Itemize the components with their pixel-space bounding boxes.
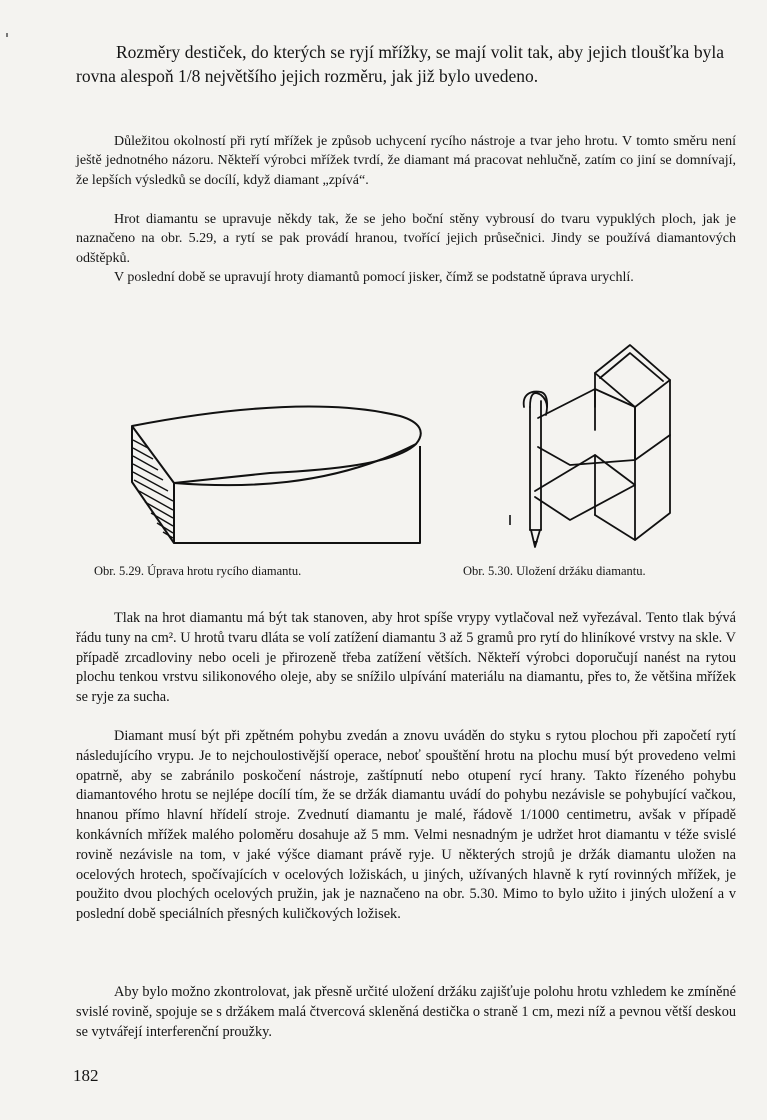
paragraph-interference-check: Aby bylo možno zkontrolovat, jak přesně určité uložení držáku zajišťuje polohu hrotu vzhledem ke zmíněné svislé rovině, spojuje se s držákem malá čtvercová skleněná destička o straně 1 cm, mezi níž a pevnou větší deskou se vytvářejí interferenční proužky. (76, 984, 736, 1040)
paragraph-lifting-motion: Diamant musí být při zpětném pohybu zvedán a znovu uváděn do styku s rytou plochou při započetí rytí následujícího vrypu. Je to nejchoulostivější operace, neboť spouštění hrotu na plochu musí být provedeno velmi opatrně, aby se zabránilo poskočení nástroje, zaštípnutí nebo otupení rycí hrany. Takto řízeného pohybu diamantového hrotu se nejlépe docílí tím, že se držák diamantu uvádí do pohybu nezávisle se pohybující vačkou, hnanou přímo hlavní hřídelí stroje. Zvednutí diamantu je malé, řádově 1/1000 centimetru, avšak v případě konkávních mřížek malého poloměru dosahuje až 5 mm. Velmi nesnadným je udržet hrot diamantu v téže svislé rovině nezávisle na tom, v jaké výšce diamant právě ryje. U některých strojů je držák diamantu uložen na ocelových hrotech, spočívajících v ocelových ložiskách, u jiných, užívaných hlavně k rytí rovinných mřížek, je použito dvou plochých ocelových pružin, jak je naznačeno na obr. 5.30. Mimo to bylo užito i jiných uložení a v poslední době speciálních přesných kuličkových ložisek. (76, 728, 736, 923)
caption-figure-5-30: Obr. 5.30. Uložení držáku diamantu. (463, 564, 646, 578)
paragraph-tip-pressure: Tlak na hrot diamantu má být tak stanoven, aby hrot spíše vrypy vytlačoval než vyřezával. Tento tlak bývá řádu tuny na cm². U hrotů tvaru dláta se volí zatížení diamantu 3 až 5 gramů pro rytí do hliníkové vrstvy na skle. V případě zrcadloviny nebo oceli je přirozeně třeba zatížení větších. Někteří výrobci doporučují nanést na rytou plochu tenkou vrstvu silikonového oleje, aby se snížilo ulpívání materiálu na diamantu, přes to, že většina mřížek se ryje za sucha. (76, 610, 736, 706)
lower-spring (535, 455, 635, 520)
paragraph-diamond-shaping: Hrot diamantu se upravuje někdy tak, že se jeho boční stěny vybrousí do tvaru vypuklých ploch, jak je naznačeno na obr. 5.29, a rytí se pak provádí hranou, tvořící jejich průsečnici. Jindy se používá diamantových odštěpků. (76, 212, 736, 266)
tip-body (174, 446, 420, 543)
figure-diamond-tip (120, 400, 430, 550)
paragraph-spark-shaping: V poslední době se upravují hroty diamantů pomocí jisker, čímž se podstatně úprava urychlí. (114, 270, 634, 285)
page-number: 182 (73, 1066, 99, 1085)
tip-outline (132, 407, 421, 483)
holder-rod (530, 401, 541, 530)
caption-figure-5-29: Obr. 5.29. Úprava hrotu rycího diamantu. (94, 564, 302, 578)
figure-diamond-holder (500, 335, 700, 560)
margin-mark (6, 33, 8, 37)
paragraph-plate-dimensions: Rozměry destiček, do kterých se ryjí mřížky, se mají volit tak, aby jejich tloušťka byla rovna alespoň 1/8 největšího jejich rozměru, jak již bylo uvedeno. (76, 42, 724, 86)
paragraph-tool-mounting: Důležitou okolností při rytí mřížek je způsob uchycení rycího nástroje a tvar jeho hrotu. V tomto směru není ještě jednotného názoru. Někteří výrobci mřížek tvrdí, že diamant má pracovat nehlučně, zatím co jiní se domnívají, že lepších výsledků se docílí, když diamant „zpívá“. (76, 134, 736, 188)
upper-spring (538, 389, 635, 465)
